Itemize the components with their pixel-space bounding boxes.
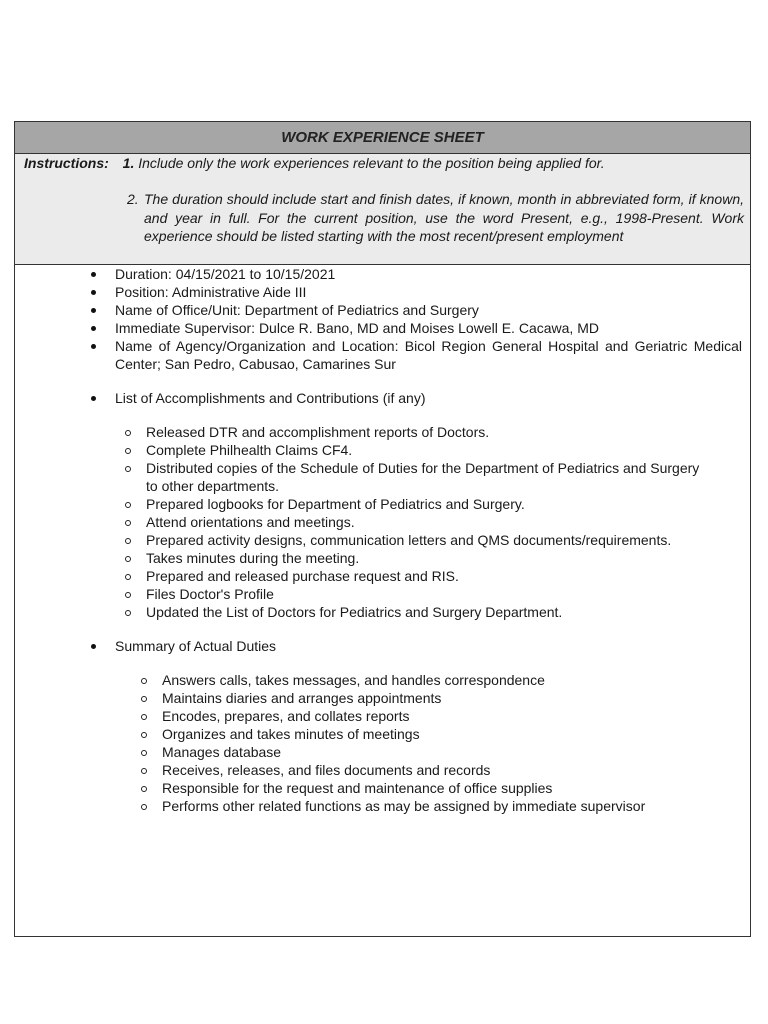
instruction-number-1: 1. [122,155,135,171]
instruction-text-2: The duration should include start and finish dates, if known, month in abbreviated form, if known, and year in full. For the current position, use the word Present, e.g., 1998-Present. Work experience should be listed starting with the most recent/present employment [144,191,744,244]
circle-bullet-icon [125,574,131,580]
work-experience-sheet [14,121,751,937]
list-item: Distributed copies of the Schedule of Duties for the Department of Pediatrics and Surgery to other departments. [15,459,750,495]
instruction-item-1 [24,154,605,173]
bullet-icon [91,396,96,401]
accomplishments-heading: List of Accomplishments and Contributions (if any) [15,389,750,407]
instruction-text-1: Include only the work experiences relevant to the position being applied for. [138,155,605,171]
circle-bullet-icon [141,786,147,792]
detail-position: Position: Administrative Aide III [15,283,750,301]
circle-bullet-icon [125,430,131,436]
detail-agency: Name of Agency/Organization and Location: Bicol Region General Hospital and Geriatric Medical Center; San Pedro, Cabusao, Camarines Sur [15,337,750,373]
circle-bullet-icon [141,678,147,684]
instructions-label: Instructions: [24,155,109,171]
list-item: Maintains diaries and arranges appointments [15,689,750,707]
list-item: Complete Philhealth Claims CF4. [15,441,750,459]
bullet-icon [91,290,96,295]
list-item: Attend orientations and meetings. [15,513,750,531]
accomplishments-section [15,389,750,407]
instructions-panel [15,154,750,265]
list-item: Manages database [15,743,750,761]
sheet-title: WORK EXPERIENCE SHEET [15,122,750,154]
bullet-icon [91,308,96,313]
bullet-icon [91,326,96,331]
details-list [15,265,750,373]
list-item: Receives, releases, and files documents and records [15,761,750,779]
list-item: Prepared and released purchase request and RIS. [15,567,750,585]
list-item: Files Doctor's Profile [15,585,750,603]
detail-office: Name of Office/Unit: Department of Pediatrics and Surgery [15,301,750,319]
circle-bullet-icon [141,696,147,702]
circle-bullet-icon [125,502,131,508]
list-item: Prepared logbooks for Department of Pediatrics and Surgery. [15,495,750,513]
duties-section [15,637,750,655]
list-item: Organizes and takes minutes of meetings [15,725,750,743]
bullet-icon [91,344,96,349]
duties-heading: Summary of Actual Duties [15,637,750,655]
accomplishments-list [15,423,750,621]
circle-bullet-icon [125,538,131,544]
detail-supervisor: Immediate Supervisor: Dulce R. Bano, MD and Moises Lowell E. Cacawa, MD [15,319,750,337]
detail-duration: Duration: 04/15/2021 to 10/15/2021 [15,265,750,283]
circle-bullet-icon [125,466,131,472]
list-item: Responsible for the request and maintenance of office supplies [15,779,750,797]
bullet-icon [91,272,96,277]
list-item: Released DTR and accomplishment reports of Doctors. [15,423,750,441]
bullet-icon [91,644,96,649]
experience-content [15,265,750,815]
list-item: Encodes, prepares, and collates reports [15,707,750,725]
circle-bullet-icon [125,520,131,526]
instruction-item-2 [127,190,744,246]
circle-bullet-icon [141,714,147,720]
circle-bullet-icon [141,732,147,738]
circle-bullet-icon [125,448,131,454]
circle-bullet-icon [125,610,131,616]
list-item: Answers calls, takes messages, and handles correspondence [15,671,750,689]
duties-list [15,671,750,815]
list-item: Updated the List of Doctors for Pediatrics and Surgery Department. [15,603,750,621]
list-item: Performs other related functions as may be assigned by immediate supervisor [15,797,750,815]
circle-bullet-icon [141,750,147,756]
circle-bullet-icon [125,556,131,562]
list-item: Prepared activity designs, communication letters and QMS documents/requirements. [15,531,750,549]
circle-bullet-icon [141,768,147,774]
circle-bullet-icon [141,804,147,810]
list-item: Takes minutes during the meeting. [15,549,750,567]
circle-bullet-icon [125,592,131,598]
instruction-number-2: 2. [127,191,139,207]
